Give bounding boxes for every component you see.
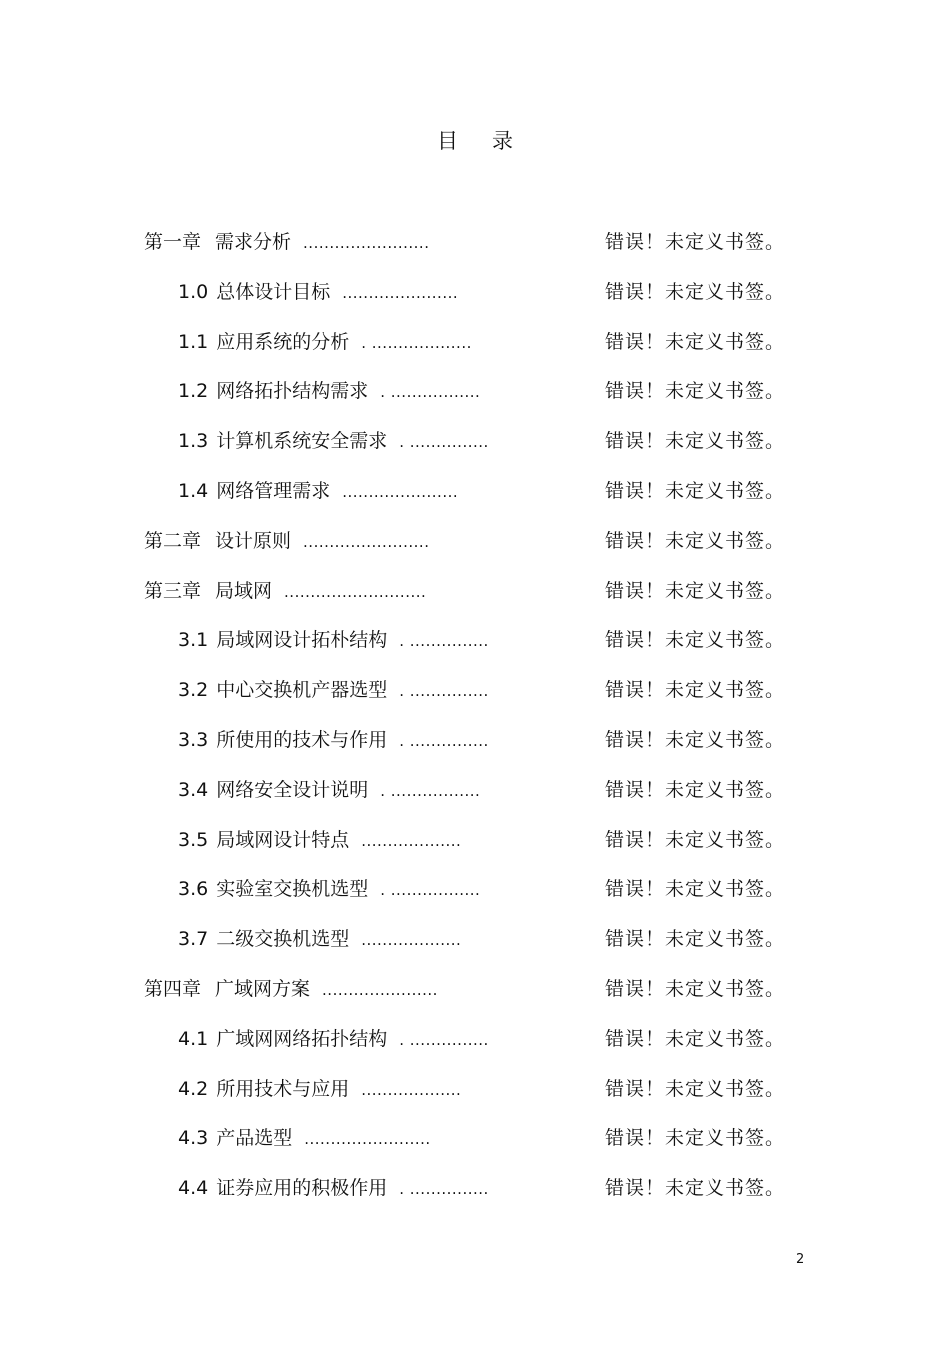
toc-entry-page-ref: 错误！未定义书签。 <box>605 480 786 502</box>
toc-entry-page-ref: 错误！未定义书签。 <box>605 380 786 402</box>
toc-entry-number: 第三章 <box>144 580 202 602</box>
toc-entry-leader: ........................ <box>304 1130 431 1148</box>
toc-entry-title <box>178 824 461 857</box>
toc-entry[interactable] <box>0 276 950 308</box>
toc-entry-text: 应用系统的分析 <box>216 331 350 353</box>
toc-entry-leader: ................... <box>361 931 462 949</box>
toc-entry-page-ref: 错误！未定义书签。 <box>605 629 786 651</box>
toc-entry-page-ref: 错误！未定义书签。 <box>605 530 786 552</box>
toc-entry[interactable] <box>0 1172 950 1204</box>
toc-entry[interactable] <box>0 1122 950 1154</box>
toc-entry-title <box>178 1172 489 1205</box>
toc-entry-page-ref: 错误！未定义书签。 <box>605 878 786 900</box>
toc-entry-title <box>144 525 429 558</box>
toc-entry-number: 3.1 <box>178 629 209 651</box>
toc-entry-title <box>178 425 489 458</box>
toc-entry[interactable] <box>0 624 950 656</box>
toc-entry-title <box>178 873 480 906</box>
toc-entry-number: 第二章 <box>144 530 202 552</box>
toc-entry-page-ref: 错误！未定义书签。 <box>605 281 786 303</box>
toc-entry-leader: ...................... <box>342 483 459 501</box>
toc-entry-title <box>178 674 489 707</box>
toc-entry-text: 中心交换机产器选型 <box>216 679 388 701</box>
toc-entry-leader: . ............... <box>399 682 489 700</box>
toc-entry-number: 3.6 <box>178 878 209 900</box>
toc-entry-page-ref: 错误！未定义书签。 <box>605 729 786 751</box>
toc-entry-page-ref: 错误！未定义书签。 <box>605 829 786 851</box>
toc-entry-page-ref: 错误！未定义书签。 <box>605 978 786 1000</box>
toc-entry-text: 设计原则 <box>215 530 292 552</box>
toc-entry-number: 1.3 <box>178 430 209 452</box>
toc-entry-leader: . ............... <box>399 433 489 451</box>
page-title: 目录 <box>437 129 547 153</box>
toc-entry-number: 第一章 <box>144 231 202 253</box>
toc-entry-text: 产品选型 <box>216 1127 293 1149</box>
toc-entry-text: 广域网网络拓扑结构 <box>216 1028 388 1050</box>
toc-entry[interactable] <box>0 873 950 905</box>
toc-entry-title <box>178 1122 431 1155</box>
toc-entry[interactable] <box>0 575 950 607</box>
toc-entry-page-ref: 错误！未定义书签。 <box>605 580 786 602</box>
toc-entry-title <box>144 226 429 259</box>
toc-entry-page-ref: 错误！未定义书签。 <box>605 331 786 353</box>
toc-entry-title <box>178 624 489 657</box>
toc-entry[interactable] <box>0 226 950 258</box>
toc-entry-leader: . ............... <box>399 632 489 650</box>
toc-entry[interactable] <box>0 375 950 407</box>
toc-entry-leader: . ............... <box>399 1031 489 1049</box>
toc-entry-title <box>178 475 458 508</box>
toc-entry-page-ref: 错误！未定义书签。 <box>605 1177 786 1199</box>
toc-entry[interactable] <box>0 525 950 557</box>
toc-entry-text: 计算机系统安全需求 <box>216 430 388 452</box>
toc-entry-leader: ........................ <box>303 533 430 551</box>
toc-entry-leader: . ............... <box>399 1180 489 1198</box>
toc-entry-title <box>178 375 480 408</box>
toc-entry[interactable] <box>0 326 950 358</box>
toc-entry-number: 3.5 <box>178 829 209 851</box>
toc-entry-text: 广域网方案 <box>215 978 311 1000</box>
toc-entry-text: 所用技术与应用 <box>216 1078 350 1100</box>
toc-entry[interactable] <box>0 824 950 856</box>
toc-entry-title <box>178 1073 461 1106</box>
toc-entry-title <box>178 724 489 757</box>
toc-entry-leader: ........................ <box>303 234 430 252</box>
toc-entry-number: 3.2 <box>178 679 209 701</box>
toc-entry-page-ref: 错误！未定义书签。 <box>605 679 786 701</box>
toc-entry-title <box>144 973 438 1006</box>
toc-entry-text: 网络安全设计说明 <box>216 779 369 801</box>
toc-entry[interactable] <box>0 1023 950 1055</box>
toc-entry-number: 1.4 <box>178 480 209 502</box>
toc-entry[interactable] <box>0 1073 950 1105</box>
toc-entry-number: 1.1 <box>178 331 209 353</box>
toc-entry[interactable] <box>0 973 950 1005</box>
toc-entry-number: 4.2 <box>178 1078 209 1100</box>
toc-entry-text: 证券应用的积极作用 <box>216 1177 388 1199</box>
toc-entry-number: 3.3 <box>178 729 209 751</box>
toc-entry-text: 局域网设计拓朴结构 <box>216 629 388 651</box>
toc-entry[interactable] <box>0 724 950 756</box>
toc-entry-number: 4.4 <box>178 1177 209 1199</box>
toc-entry-title <box>144 575 426 608</box>
toc-entry-text: 实验室交换机选型 <box>216 878 369 900</box>
toc-entry-leader: ................... <box>361 832 462 850</box>
toc-entry[interactable] <box>0 674 950 706</box>
toc-entry-leader: . ................. <box>380 782 481 800</box>
toc-entry-page-ref: 错误！未定义书签。 <box>605 928 786 950</box>
toc-entry-text: 所使用的技术与作用 <box>216 729 388 751</box>
toc-entry-leader: ........................... <box>284 583 427 601</box>
toc-entry-number: 1.0 <box>178 281 209 303</box>
toc-entry-leader: ...................... <box>342 284 459 302</box>
toc-entry-page-ref: 错误！未定义书签。 <box>605 1028 786 1050</box>
toc-entry-number: 4.1 <box>178 1028 209 1050</box>
toc-entry-leader: . ................... <box>361 334 472 352</box>
toc-entry[interactable] <box>0 774 950 806</box>
toc-entry-number: 第四章 <box>144 978 202 1000</box>
toc-entry-text: 网络拓扑结构需求 <box>216 380 369 402</box>
toc-entry[interactable] <box>0 425 950 457</box>
toc-entry-number: 3.4 <box>178 779 209 801</box>
toc-entry-leader: . ................. <box>380 881 481 899</box>
toc-entry-number: 3.7 <box>178 928 209 950</box>
toc-entry-leader: ................... <box>361 1081 462 1099</box>
toc-entry-number: 4.3 <box>178 1127 209 1149</box>
toc-entry-title <box>178 1023 489 1056</box>
toc-entry-title <box>178 326 472 359</box>
toc-entry-leader: . ................. <box>380 383 481 401</box>
toc-entry-page-ref: 错误！未定义书签。 <box>605 231 786 253</box>
toc-entry-title <box>178 774 480 807</box>
toc-entry-page-ref: 错误！未定义书签。 <box>605 430 786 452</box>
toc-entry-text: 总体设计目标 <box>216 281 331 303</box>
toc-entry-number: 1.2 <box>178 380 209 402</box>
toc-entry[interactable] <box>0 923 950 955</box>
toc-entry-text: 二级交换机选型 <box>216 928 350 950</box>
toc-entry-text: 局域网 <box>215 580 273 602</box>
toc-entry[interactable] <box>0 475 950 507</box>
toc-entry-title <box>178 276 458 309</box>
toc-entry-title <box>178 923 461 956</box>
toc-entry-page-ref: 错误！未定义书签。 <box>605 1127 786 1149</box>
toc-entry-page-ref: 错误！未定义书签。 <box>605 779 786 801</box>
toc-entry-text: 网络管理需求 <box>216 480 331 502</box>
toc-entry-page-ref: 错误！未定义书签。 <box>605 1078 786 1100</box>
toc-entry-leader: ...................... <box>322 981 438 999</box>
toc-entry-leader: . ............... <box>399 732 489 750</box>
page-number: 2 <box>796 1252 805 1267</box>
toc-entry-text: 局域网设计特点 <box>216 829 350 851</box>
toc-entry-text: 需求分析 <box>215 231 292 253</box>
